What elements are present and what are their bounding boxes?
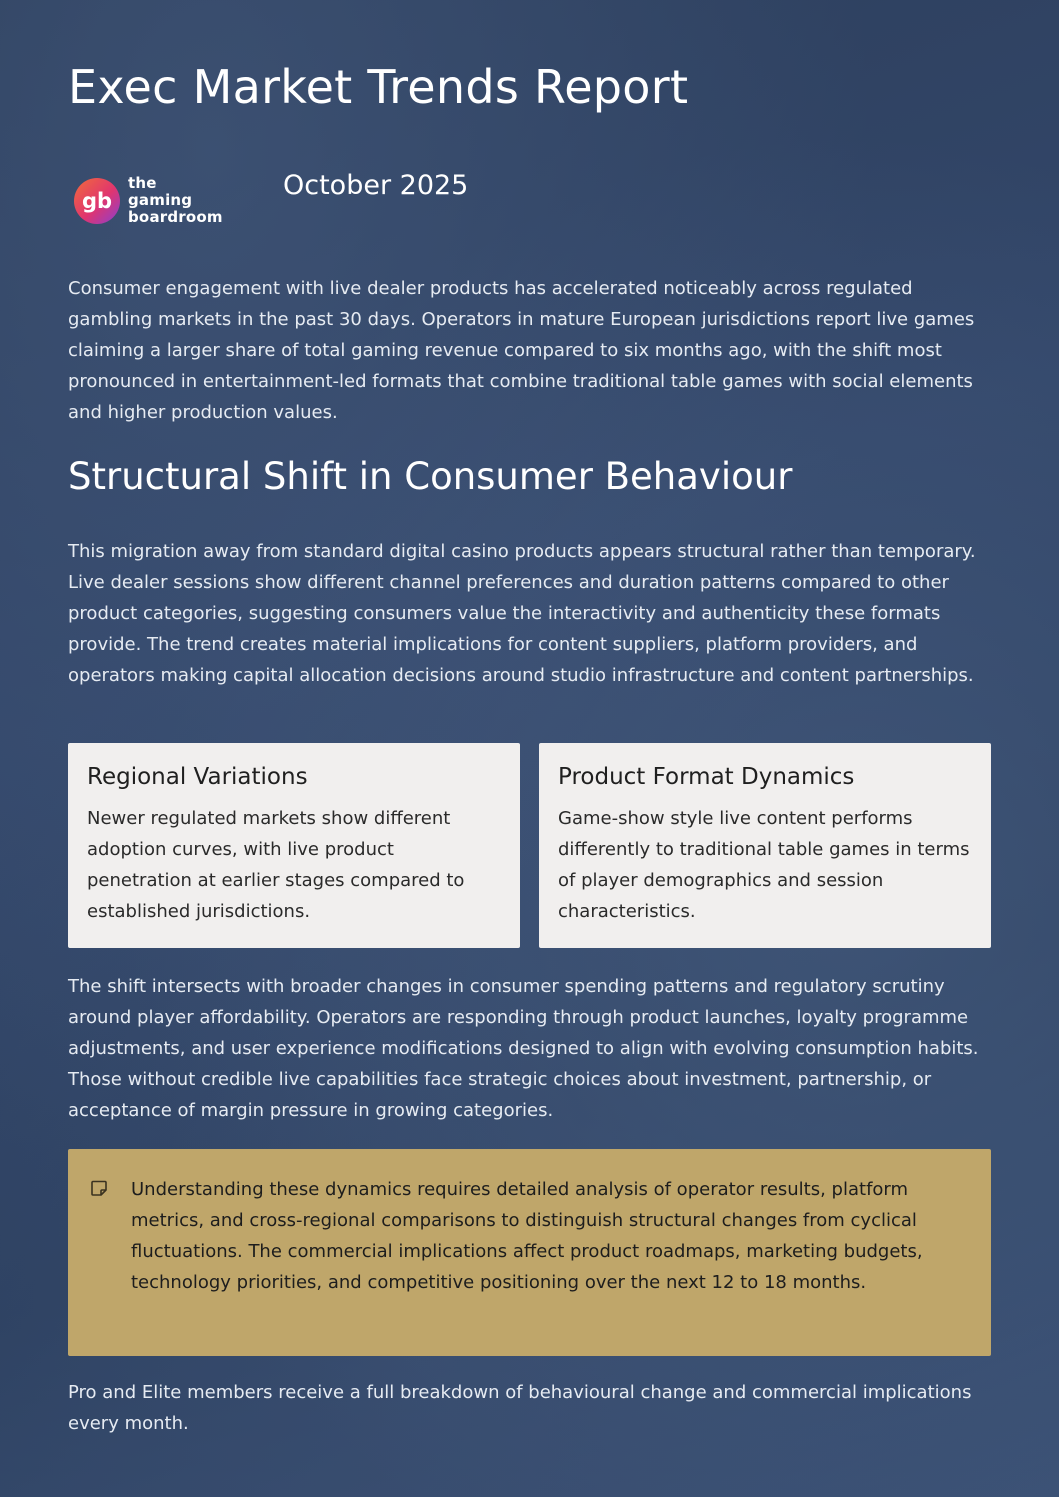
callout-text: Understanding these dynamics requires detailed analysis of operator results, platform metrics, and cross-regional comparisons to distinguish structural changes from cyclical fluctuations. The commercial implications affect product roadmaps, marketing budgets, technology priorities, and competitive positioning over the next 12 to 18 months.: [131, 1179, 923, 1293]
brand-logo: [73, 172, 233, 230]
card-product-format-dynamics: [539, 743, 991, 948]
intro-paragraph: Consumer engagement with live dealer products has accelerated noticeably across regulated gambling markets in the past 30 days. Operators in mature European jurisdictions report live games claiming a larger share of total gaming revenue compared to six months ago, with the shift most pronounced in entertainment-led formats that combine traditional table games with social elements and higher production values.: [68, 278, 975, 423]
card-text: Newer regulated markets show different adoption curves, with live product penetration at earlier stages compared to established jurisdictions.: [87, 808, 465, 922]
note-icon: [90, 1179, 108, 1197]
logo-word-the: the: [128, 174, 157, 192]
section-paragraph-2: The shift intersects with broader changes in consumer spending patterns and regulatory scrutiny around player affordability. Operators are responding through product launches, loyalty programme adjustments, and user experience modifications designed to align with evolving consumption habits. Those without credible live capabilities face strategic choices about investment, partnership, or acceptance of margin pressure in growing categories.: [68, 976, 979, 1121]
callout-box: [68, 1149, 991, 1356]
section-heading: Structural Shift in Consumer Behaviour: [68, 455, 793, 498]
card-title: Product Format Dynamics: [558, 764, 855, 790]
card-regional-variations: [68, 743, 520, 948]
card-text: Game-show style live content performs differently to traditional table games in terms of player demographics and session characteristics.: [558, 808, 970, 922]
logo-monogram: gb: [81, 189, 113, 213]
section-paragraph-1: This migration away from standard digital casino products appears structural rather than temporary. Live dealer sessions show different channel preferences and duration patterns compared to other product categories, suggesting consumers value the interactivity and authenticity these formats provide. The trend creates material implications for content suppliers, platform providers, and operators making capital allocation decisions around studio infrastructure and content partnerships.: [68, 541, 976, 686]
report-date: October 2025: [283, 170, 469, 201]
logo-wordmark: [128, 175, 223, 226]
gaming-boardroom-logo-icon: [73, 177, 121, 225]
card-title: Regional Variations: [87, 764, 308, 790]
footer-paragraph: Pro and Elite members receive a full breakdown of behavioural change and commercial implications every month.: [68, 1382, 972, 1434]
logo-word-boardroom: boardroom: [128, 208, 223, 226]
logo-word-gaming: gaming: [128, 191, 193, 209]
page-title: Exec Market Trends Report: [68, 60, 689, 114]
